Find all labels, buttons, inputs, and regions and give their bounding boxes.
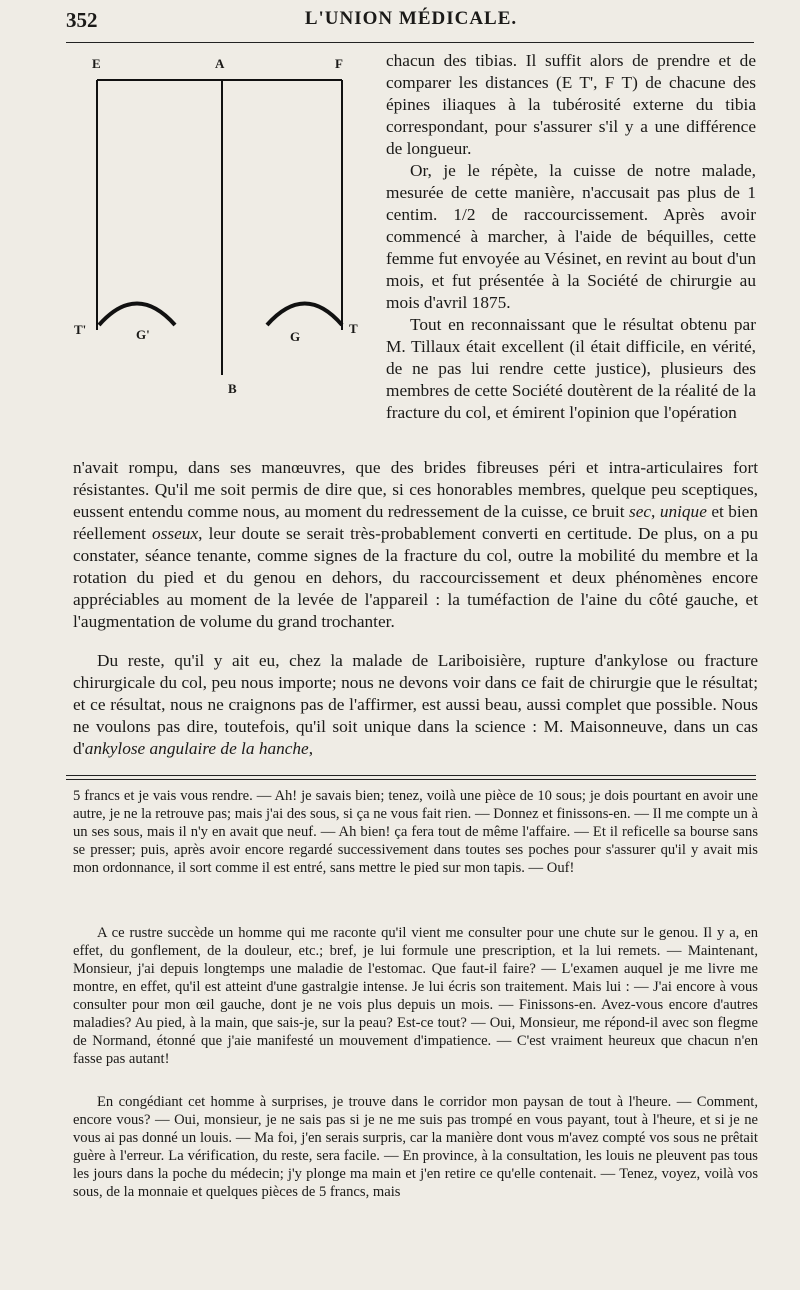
label-b: B [228, 381, 237, 396]
pelvis-leg-diagram [72, 50, 372, 420]
label-e: E [92, 56, 101, 71]
full-width-text-1 [73, 457, 758, 633]
paragraph: A ce rustre succède un homme qui me raconte qu'il vient me consulter pour une chute sur le genou. Il y a, en effet, du gonflement, de la douleur, etc.; bref, je lui formule une prescription, et la lui remets. — Maintenant, Monsieur, j'ai depuis longtemps une maladie de l'estomac. Que faut-il faire? — L'examen auquel je me livre me montre, en effet, qu'il est atteint d'une gastralgie intense. Je lui écris son traitement. Mais lui : — J'ai encore à vous consulter pour mon œil gauche, dont je ne vois plus depuis un mois. — Finissons-en. Avez-vous encore d'autres maladies? Au pied, à la main, que sais-je, sur la peau? Est-ce tout? — Oui, Monsieur, me répond-il avec son flegme de Normand, étonné que j'aie manifesté un mouvement d'impatience. — C'est vraiment heureux que chacun n'en fasse pas autant! [73, 925, 758, 1067]
left-knee-arc [99, 304, 175, 326]
paragraph: En congédiant cet homme à surprises, je trouve dans le corridor mon paysan de tout à l'heure. — Comment, encore vous? — Oui, monsieur, je ne sais pas si je ne me suis pas trompé en vous payant, tout à l'heure, et si je ne vous ai pas donné un louis. — Ma foi, j'en serais surpris, car la manière dont vous m'avez compté vos sous ne prêtait guère à l'erreur. La vérification, du reste, sera facile. — En province, à la consultation, les louis ne pleuvent pas tous les jours dans la poche du médecin; j'y plonge ma main et j'en retire ce qu'elle contenait. — Tenez, voyez, voilà vos sous, de la monnaie et quelques pièces de 5 francs, mais [73, 1094, 758, 1200]
label-g: G [290, 329, 301, 344]
text-run: , [651, 502, 660, 521]
header-rule [66, 42, 754, 43]
text-run: Du reste, qu'il y ait eu, chez la malade de Lariboisière, rupture d'ankylose ou fracture chirurgicale du col, peu nous importe; nous ne devons voir dans ce fait de chirurgie que le résultat; et ce résultat, nous ne craignons pas de l'affirmer, est aussi beau, aussi complet que possible. Nous ne voulons pas dire, toutefois, qu'il soit unique dans la science : M. Maisonneuve, dans un cas d' [73, 651, 758, 758]
feuilleton-separator [66, 775, 756, 776]
text-run: , leur doute se serait très-probablement converti en certitude. De plus, on a pu constater, séance tenante, comme signes de la fracture du col, outre la mobilité du membre et la rotation du pied et du genou en dehors, du raccourcissement et deux phénomènes encore appréciables au moment de la levée de l'appareil : la tuméfaction de l'aine du côté gauche, et l'augmentation de volume du grand trochanter. [73, 524, 758, 631]
text-run: , [308, 739, 314, 758]
feuilleton-paragraph-1 [73, 787, 758, 877]
measurement-diagram [72, 50, 372, 420]
feuilleton-paragraph-2 [73, 924, 758, 1068]
running-header [66, 4, 756, 32]
feuilleton-paragraph-3 [73, 1093, 758, 1201]
paragraph: chacun des tibias. Il suffit alors de prendre et de comparer les distances (E T', F T) de chacune des épines iliaques à la tubérosité externe du tibia correspondant, pour s'assurer s'il y a une différence de longueur. [386, 51, 756, 158]
full-width-text-2 [73, 650, 758, 760]
paragraph: Tout en reconnaissant que le résultat obtenu par M. Tillaux était excellent (il était difficile, en vérité, de ne pas lui rendre cette justice), plusieurs des membres de cette Société doutèrent de la réalité de la fracture du col, et émirent l'opinion que l'opération [386, 315, 756, 422]
journal-title: L'UNION MÉDICALE. [304, 8, 518, 29]
right-column-text [386, 50, 756, 424]
paragraph: Or, je le répète, la cuisse de notre malade, mesurée de cette manière, n'accusait pas plus de 1 centim. 1/2 de raccourcissement. Après avoir commencé à marcher, à l'aide de béquilles, cette femme fut envoyée au Vésinet, en revint au bout d'un mois, et fut présentée à la Société de chirurgie au mois d'avril 1875. [386, 161, 756, 312]
feuilleton-separator [66, 779, 756, 780]
label-a: A [215, 56, 225, 71]
label-f: F [335, 56, 343, 71]
italic-unique: unique [659, 502, 707, 521]
text-run: et bien réellement [73, 502, 758, 543]
paragraph [73, 650, 758, 760]
right-knee-arc [267, 304, 342, 326]
italic-sec: sec [628, 502, 652, 521]
label-t: T [349, 321, 358, 336]
text-run: n'avait rompu, dans ses manœuvres, que des brides fibreuses péri et intra-articulaires fort résistantes. Qu'il me soit permis de dire que, si ces honorables membres, quelque peu sceptiques, eussent entendu comme nous, au moment du redressement de la cuisse, ce bruit [73, 458, 758, 521]
italic-ankylose: ankylose angulaire de la hanche [84, 739, 309, 758]
label-g-prime: G' [136, 327, 150, 342]
italic-osseux: osseux [152, 524, 199, 543]
label-t-prime: T' [74, 322, 87, 337]
paragraph [73, 457, 758, 633]
page-number: 352 [66, 8, 98, 32]
paragraph: 5 francs et je vais vous rendre. — Ah! je savais bien; tenez, voilà une pièce de 10 sous; je dois pourtant en avoir une autre, je ne la retrouve pas; mais j'ai des sous, si ça ne vous fait rien. — Donnez et finissons-en. — Il me compte un à un ses sous, mais il n'y en avait que neuf. — Ah bien! ça fera tout de même l'affaire. — Et il reficelle sa bourse sans se presser; puis, après avoir encore regardé successivement dans toutes ses poches pour s'assurer qu'il y avait mis mon ordonnance, il sort comme il est entré, sans mettre le pied sur mon tapis. — Ouf! [73, 788, 758, 876]
